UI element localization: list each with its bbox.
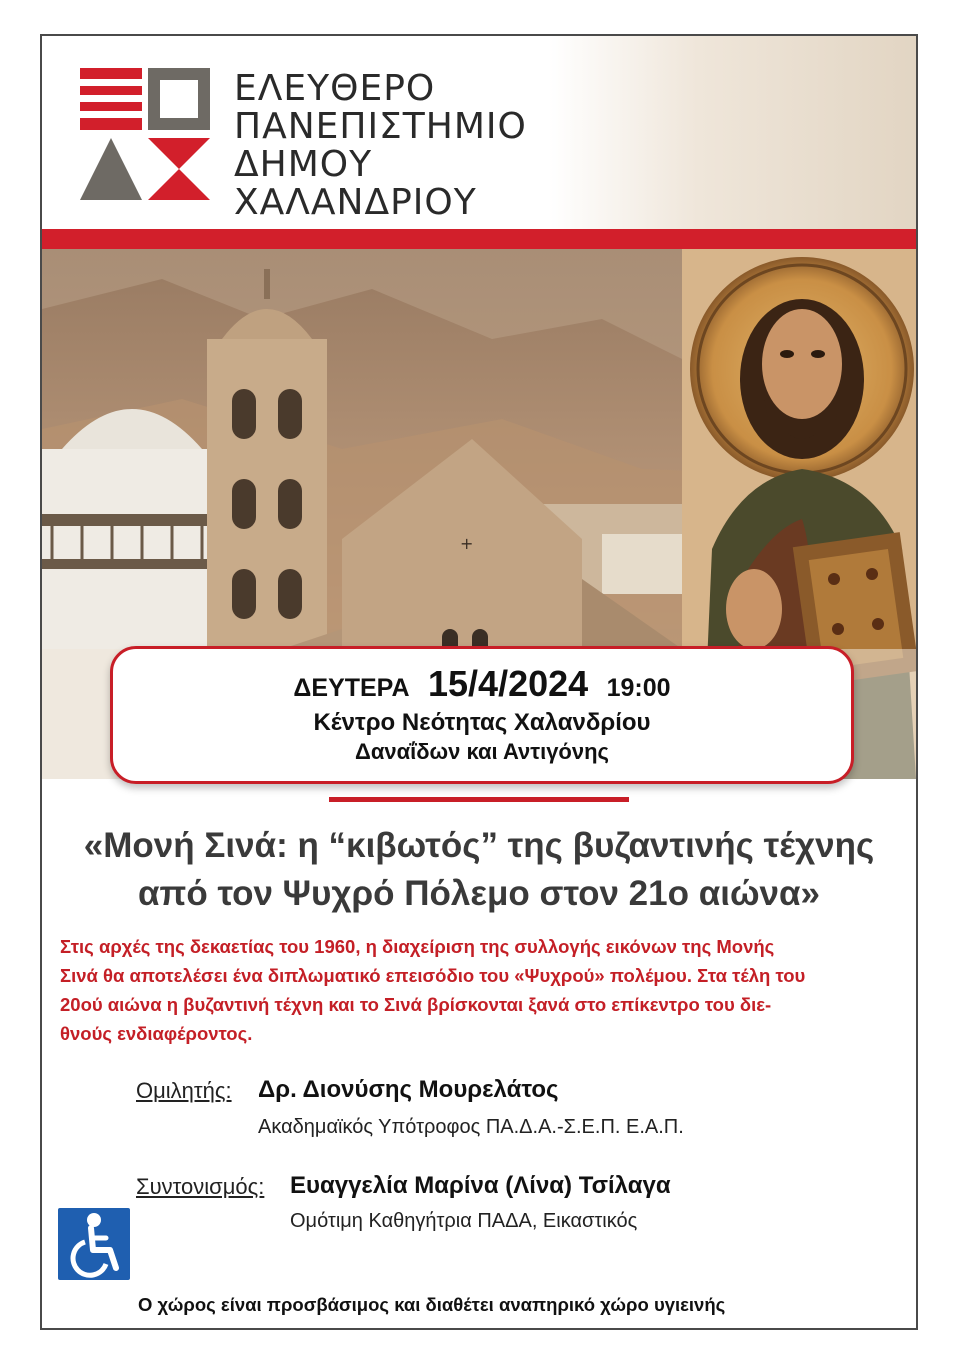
header-red-bar — [42, 229, 916, 249]
poster — [40, 34, 918, 1330]
organization-name — [234, 70, 527, 222]
description-line-4: θνούς ενδιαφέροντος. — [60, 1023, 253, 1044]
accessibility-note: Ο χώρος είναι προσβάσιμος και διαθέτει αναπηρικό χώρο υγιεινής — [138, 1294, 726, 1315]
event-day: ΔΕΥΤΕΡΑ — [293, 674, 410, 702]
moderator-name: Ευαγγελία Μαρίνα (Λίνα) Τσίλαγα — [290, 1172, 671, 1199]
speaker-title: Ακαδημαϊκός Υπότροφος ΠΑ.Δ.Α.-Σ.Ε.Π. Ε.Α.Π. — [258, 1116, 684, 1138]
event-venue: Κέντρο Νεότητας Χαλανδρίου — [313, 709, 651, 736]
lecture-description — [60, 932, 900, 1048]
svg-text:+: + — [460, 534, 474, 553]
description-line-1: Στις αρχές της δεκαετίας του 1960, η διαχείριση της συλλογής εικόνων της Μονής — [60, 936, 775, 957]
red-divider — [329, 797, 629, 802]
org-line-2: ΠΑΝΕΠΙΣΤΗΜΙΟ — [234, 106, 527, 147]
moderator-label: Συντονισμός: — [136, 1174, 265, 1199]
org-line-4: ΧΑΛΑΝΔΡΙΟΥ — [234, 182, 477, 223]
event-details-box — [110, 646, 854, 784]
description-line-3: 20ού αιώνα η βυζαντινή τέχνη και το Σινά βρίσκονται ξανά στο επίκεντρο του διε- — [60, 994, 772, 1015]
speaker-label: Ομιλητής: — [136, 1078, 232, 1103]
wheelchair-accessibility-icon — [58, 1208, 130, 1280]
lecture-title — [42, 822, 916, 918]
event-date-line — [113, 663, 851, 705]
org-line-1: ΕΛΕΥΘΕΡΟ — [234, 68, 436, 109]
event-street: Δαναΐδων και Αντιγόνης — [355, 739, 609, 764]
title-line-1: «Μονή Σινά: η “κιβωτός” της βυζαντινής τέχνης — [83, 826, 875, 865]
org-line-3: ΔΗΜΟΥ — [234, 144, 373, 185]
description-line-2: Σινά θα αποτελέσει ένα διπλωματικό επεισόδιο του «Ψυχρού» πολέμου. Στα τέλη του — [60, 965, 806, 986]
university-logo — [80, 68, 212, 200]
event-time: 19:00 — [606, 674, 671, 702]
title-line-2: από τον Ψυχρό Πόλεμο στον 21ο αιώνα» — [138, 874, 820, 913]
event-date: 15/4/2024 — [428, 663, 589, 704]
header — [42, 36, 916, 231]
speaker-name: Δρ. Διονύσης Μουρελάτος — [258, 1076, 559, 1103]
moderator-title: Ομότιμη Καθηγήτρια ΠΑΔΑ, Εικαστικός — [290, 1210, 638, 1232]
